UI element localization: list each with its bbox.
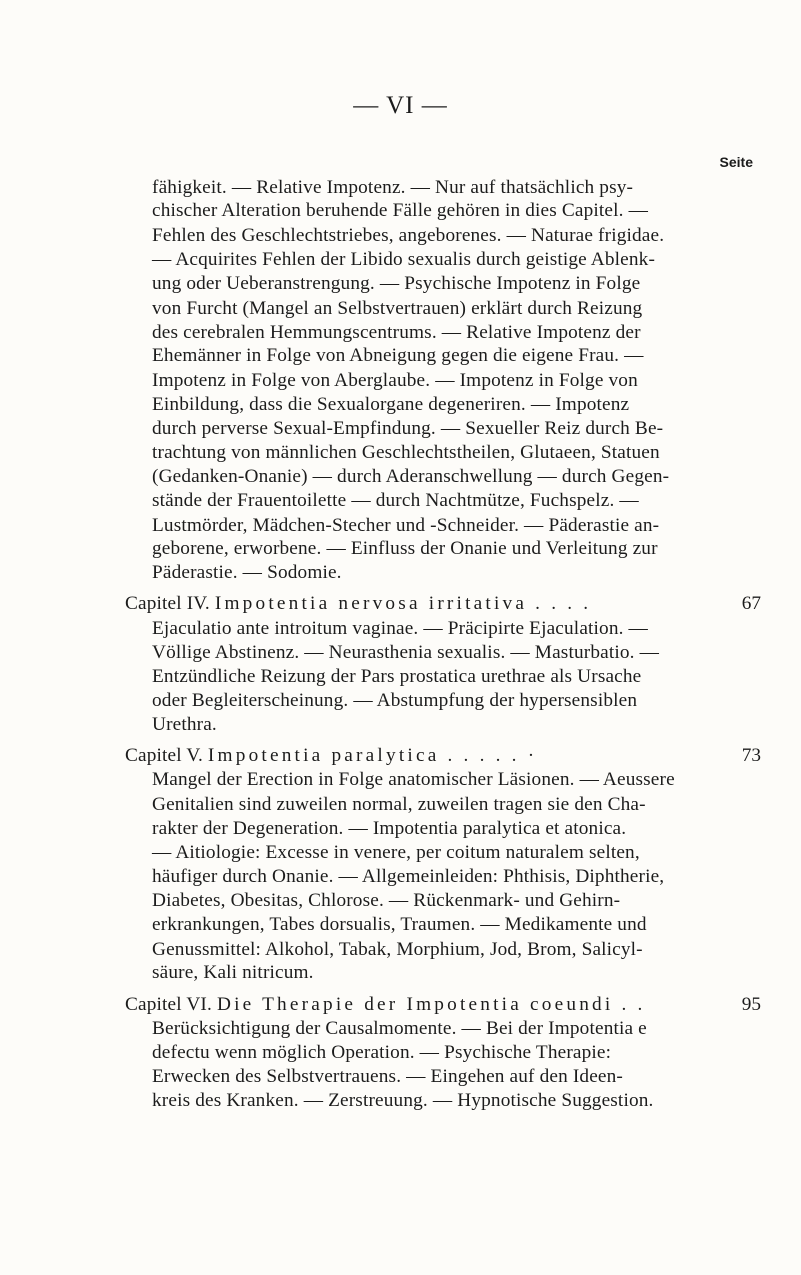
text-line: von Furcht (Mangel an Selbstvertrauen) erklärt durch Reizung [152,297,643,319]
chapter-page-number: 95 [741,994,761,1016]
chapter-title: Impotentia nervosa irritativa [214,593,528,615]
text-line: kreis des Kranken. — Zerstreuung. — Hypnotische Suggestion. [152,1090,654,1112]
text-line: chischer Alteration beruhende Fälle gehören in dies Capitel. — [152,200,649,222]
text-line: defectu wenn möglich Operation. — Psychische Therapie: [152,1041,612,1063]
text-line: Berücksichtigung der Causalmomente. — Bei der Impotentia e [152,1018,647,1040]
text-line: Lustmörder, Mädchen-Stecher und -Schneider. — Päderastie an- [152,514,660,536]
text-line: des cerebralen Hemmungscentrums. — Relative Impotenz der [152,321,641,343]
text-line: Ejaculatio ante introitum vaginae. — Präcipirte Ejaculation. — [152,617,648,639]
chapter-heading [125,592,591,616]
text-line: Genussmittel: Alkohol, Tabak, Morphium, Jod, Brom, Salicyl- [152,938,643,960]
text-line: häufiger durch Onanie. — Allgemeinleiden: Phthisis, Diphtherie, [152,865,665,887]
text-line: ung oder Ueberanstrengung. — Psychische Impotenz in Folge [152,273,641,295]
text-line: — Aitiologie: Excesse in venere, per coitum naturalem selten, [152,842,640,864]
chapter-page-number: 73 [741,745,761,767]
text-line: Diabetes, Obesitas, Chlorose. — Rückenmark- und Gehirn- [152,890,621,912]
text-line: Völlige Abstinenz. — Neurasthenia sexualis. — Masturbatio. — [152,642,660,664]
text-line: oder Begleiterscheinung. — Abstumpfung der hypersensiblen [152,689,638,711]
text-line: Genitalien sind zuweilen normal, zuweilen tragen sie den Cha- [152,793,646,815]
chapter-label: Capitel IV. [125,593,210,615]
chapter-heading [125,744,537,768]
text-line: Einbildung, dass die Sexualorgane degeneriren. — Impotenz [152,394,630,416]
text-line: Päderastie. — Sodomie. [152,562,342,584]
text-line: trachtung von männlichen Geschlechtstheilen, Glutaeen, Statuen [152,441,660,463]
text-line: Mangel der Erection in Folge anatomischer Läsionen. — Aeussere [152,769,675,791]
text-line: geborene, erworbene. — Einfluss der Onanie und Verleitung zur [152,538,658,560]
text-line: erkrankungen, Tabes dorsualis, Traumen. — Medikamente und [152,914,647,936]
text-line: durch perverse Sexual-Empfindung. — Sexueller Reiz durch Be- [152,418,664,440]
chapter-heading [125,993,646,1017]
chapter-title: Die Therapie der Impotentia coeundi [216,994,614,1016]
text-line: Erwecken des Selbstvertrauens. — Eingehen auf den Ideen- [152,1066,623,1088]
chapter-title: Impotentia paralytica [207,745,440,767]
dot-leader: . . [613,994,646,1016]
dot-leader: . . . . [527,593,592,615]
text-line: Fehlen des Geschlechtstriebes, angeborenes. — Naturae frigidae. [152,224,665,246]
text-line: — Acquirites Fehlen der Libido sexualis durch geistige Ablenk- [152,249,656,271]
text-line: Entzündliche Reizung der Pars prostatica urethrae als Ursache [152,666,642,688]
chapter-label: Capitel VI. [125,994,212,1016]
text-line: Ehemänner in Folge von Abneigung gegen die eigene Frau. — [152,345,644,367]
text-line: rakter der Degeneration. — Impotentia paralytica et atonica. [152,818,627,840]
text-line: (Gedanken-Onanie) — durch Aderanschwellung — durch Gegen- [152,466,670,488]
text-line: fähigkeit. — Relative Impotenz. — Nur auf thatsächlich psy- [152,177,634,198]
text-line: stände der Frauentoilette — durch Nachtmütze, Fuchspelz. — [152,490,639,512]
text-line: Impotenz in Folge von Aberglaube. — Impotenz in Folge von [152,369,638,391]
seite-label: Seite [719,154,753,170]
page-numeral: — VI — [353,92,448,119]
chapter-page-number: 67 [741,593,761,615]
text-line: Urethra. [152,714,217,736]
chapter-label: Capitel V. [125,745,203,767]
text-line: säure, Kali nitricum. [152,962,314,984]
dot-leader: . . . . . · [439,745,538,767]
